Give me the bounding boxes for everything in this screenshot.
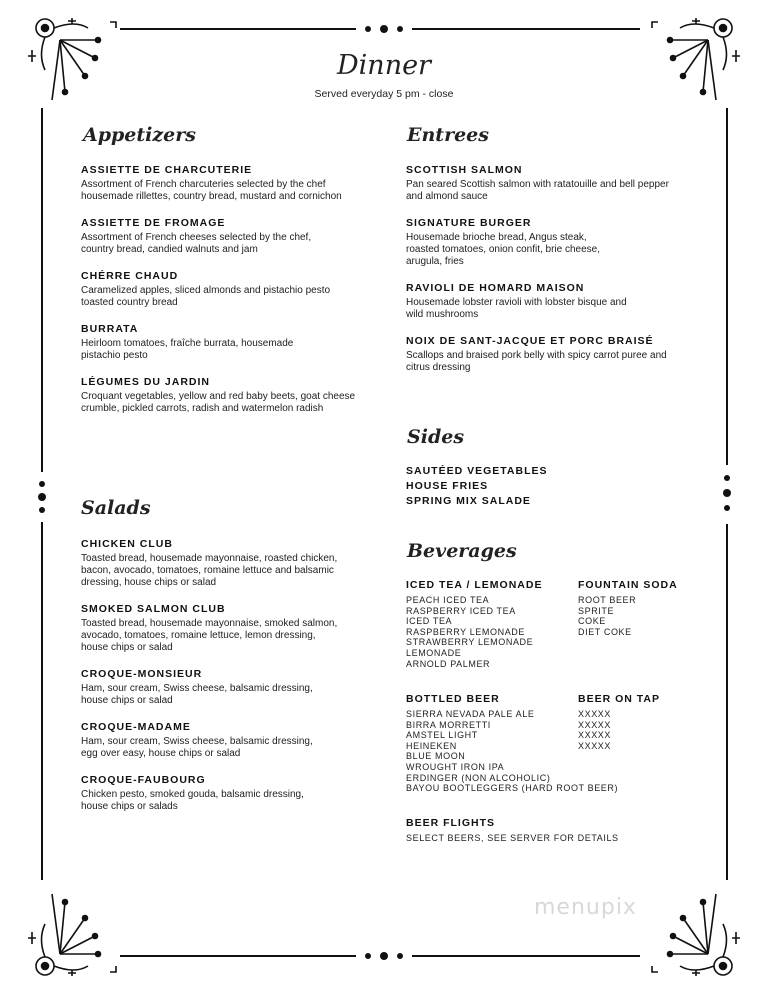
item-desc: Toasted bread, housemade mayonnaise, roasted chicken,	[81, 553, 338, 564]
item-name: SIGNATURE BURGER	[406, 217, 532, 229]
bev-item: DIET COKE	[578, 626, 632, 637]
salads-title: Salads	[81, 497, 151, 519]
item-name: ASSIETTE DE FROMAGE	[81, 217, 226, 229]
bev-item: ROOT BEER	[578, 595, 637, 605]
item-desc: Housemade lobster ravioli with lobster bisque and	[406, 297, 627, 308]
item-desc: Croquant vegetables, yellow and red baby beets, goat cheese	[81, 391, 356, 402]
bev-heading: BEER FLIGHTS	[406, 817, 496, 829]
bev-item: ICED TEA	[406, 616, 453, 627]
bev-item: WROUGHT IRON IPA	[406, 761, 505, 772]
item-desc: Toasted bread, housemade mayonnaise, smoked salmon,	[81, 618, 338, 629]
beer-on-tap-group	[578, 693, 660, 751]
bev-item: SIERRA NEVADA PALE ALE	[406, 709, 535, 719]
salads-list	[81, 538, 381, 827]
menu-item	[81, 603, 381, 654]
menu-item	[81, 217, 381, 256]
item-desc: pistachio pesto	[81, 350, 148, 361]
menu-item	[406, 282, 706, 321]
item-desc: Assortment of French charcuteries selected by the chef	[81, 179, 326, 190]
item-desc: and almond sauce	[406, 191, 488, 202]
item-desc: Pan seared Scottish salmon with ratatouille and bell pepper	[406, 179, 669, 190]
item-name: CHICKEN CLUB	[81, 538, 173, 550]
bev-item: XXXXX	[578, 719, 612, 730]
menu-item	[81, 270, 381, 309]
item-name: SMOKED SALMON CLUB	[81, 603, 226, 615]
item-desc: crumble, pickled carrots, radish and watermelon radish	[81, 403, 324, 414]
item-name: SCOTTISH SALMON	[406, 164, 523, 176]
bev-item: LEMONADE	[406, 647, 462, 658]
bev-item: XXXXX	[578, 730, 612, 741]
item-desc: bacon, avocado, tomatoes, romaine lettuce and balsamic	[81, 565, 334, 576]
item-desc: roasted tomatoes, onion confit, brie cheese,	[406, 244, 601, 255]
item-desc: Housemade brioche bread, Angus steak,	[406, 232, 587, 243]
item-desc: toasted country bread	[81, 297, 178, 308]
bev-item: BLUE MOON	[406, 751, 466, 762]
bev-item: COKE	[578, 616, 606, 627]
iced-tea-group	[406, 579, 542, 669]
bev-heading: BOTTLED BEER	[406, 693, 500, 705]
entrees-title: Entrees	[407, 124, 489, 146]
side-item: SPRING MIX SALADE	[406, 495, 531, 507]
item-desc: dressing, house chips or salad	[81, 577, 217, 588]
side-item: SAUTÉED VEGETABLES	[406, 465, 548, 477]
item-name: CHÉRRE CHAUD	[81, 270, 179, 282]
menu-item	[406, 164, 706, 203]
item-name: NOIX DE SANT-JACQUE ET PORC BRAISÉ	[406, 335, 654, 347]
appetizers-title: Appetizers	[83, 124, 196, 146]
side-item: HOUSE FRIES	[406, 480, 489, 492]
item-desc: Ham, sour cream, Swiss cheese, balsamic dressing,	[81, 736, 313, 747]
bev-item: XXXXX	[578, 709, 612, 719]
entrees-list	[406, 164, 706, 388]
bev-item: ARNOLD PALMER	[406, 658, 491, 669]
item-name: CROQUE-MONSIEUR	[81, 668, 203, 680]
item-desc: wild mushrooms	[406, 309, 479, 320]
bev-heading: BEER ON TAP	[578, 693, 660, 705]
item-desc: country bread, candied walnuts and jam	[81, 244, 258, 255]
appetizers-list	[81, 164, 381, 429]
bev-item: PEACH ICED TEA	[406, 595, 490, 605]
menu-item	[406, 335, 706, 374]
menu-item	[406, 217, 706, 268]
bev-item: AMSTEL LIGHT	[406, 730, 478, 741]
item-desc: Caramelized apples, sliced almonds and pistachio pesto	[81, 285, 331, 296]
beverages-title: Beverages	[407, 540, 517, 562]
item-desc: citrus dressing	[406, 362, 471, 373]
menu-item	[81, 164, 381, 203]
item-desc: arugula, fries	[406, 256, 464, 267]
item-desc: house chips or salad	[81, 695, 173, 706]
menu-item	[81, 721, 381, 760]
menu-item	[81, 774, 381, 813]
bev-heading: ICED TEA / LEMONADE	[406, 579, 543, 591]
bev-item: BIRRA MORRETTI	[406, 719, 491, 730]
item-name: LÉGUMES DU JARDIN	[81, 376, 211, 388]
item-name: BURRATA	[81, 323, 139, 335]
item-desc: Heirloom tomatoes, fraîche burrata, housemade	[81, 338, 294, 349]
item-desc: Assortment of French cheeses selected by the chef,	[81, 232, 312, 243]
item-name: ASSIETTE DE CHARCUTERIE	[81, 164, 253, 176]
item-desc: house chips or salads	[81, 801, 178, 812]
bev-item: ERDINGER (NON ALCOHOLIC)	[406, 772, 551, 783]
bev-item: SPRITE	[578, 605, 615, 616]
item-name: RAVIOLI DE HOMARD MAISON	[406, 282, 585, 294]
bev-item: BAYOU BOOTLEGGERS (HARD ROOT BEER)	[406, 783, 619, 794]
fountain-soda-group	[578, 579, 678, 637]
bev-item: STRAWBERRY LEMONADE	[406, 637, 534, 648]
item-desc: Scallops and braised pork belly with spicy carrot puree and	[406, 350, 667, 361]
beer-flights-group	[406, 817, 619, 844]
item-name: CROQUE-FAUBOURG	[81, 774, 206, 786]
bev-heading: FOUNTAIN SODA	[578, 579, 678, 591]
menu-item	[81, 376, 381, 415]
sides-list	[406, 464, 706, 509]
menu-item	[81, 323, 381, 362]
menu-item	[81, 668, 381, 707]
item-desc: housemade rillettes, country bread, mustard and cornichon	[81, 191, 342, 202]
item-desc: avocado, tomatoes, romaine lettuce, lemon dressing,	[81, 630, 316, 641]
bev-item: SELECT BEERS, SEE SERVER FOR DETAILS	[406, 833, 619, 843]
item-desc: Ham, sour cream, Swiss cheese, balsamic dressing,	[81, 683, 313, 694]
item-desc: house chips or salad	[81, 642, 173, 653]
bev-item: RASPBERRY ICED TEA	[406, 605, 516, 616]
item-desc: egg over easy, house chips or salad	[81, 748, 241, 759]
sides-title: Sides	[407, 426, 465, 448]
item-name: CROQUE-MADAME	[81, 721, 191, 733]
bev-item: HEINEKEN	[406, 740, 457, 751]
watermark: menupix	[534, 895, 637, 920]
bev-item: XXXXX	[578, 740, 612, 751]
page-title: Dinner	[337, 50, 431, 81]
bev-item: RASPBERRY LEMONADE	[406, 626, 526, 637]
page-subtitle: Served everyday 5 pm - close	[314, 88, 454, 100]
menu-item	[81, 538, 381, 589]
item-desc: Chicken pesto, smoked gouda, balsamic dressing,	[81, 789, 304, 800]
